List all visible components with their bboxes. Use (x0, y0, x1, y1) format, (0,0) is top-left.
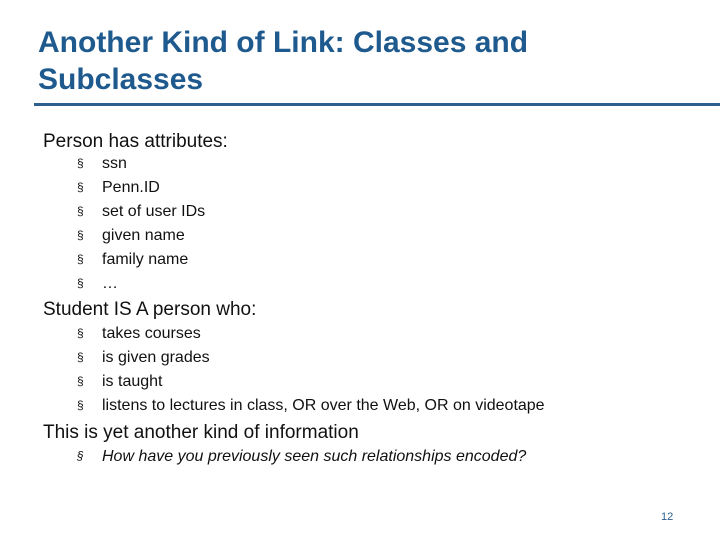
list-item-text: takes courses (102, 325, 201, 342)
list-item (77, 227, 185, 245)
list-item (77, 349, 210, 367)
bullet-icon: § (77, 180, 84, 194)
list-item-text: Penn.ID (102, 179, 160, 196)
list-item-text: given name (102, 227, 185, 244)
list-item-text: listens to lectures in class, OR over the Web, OR on videotape (102, 397, 545, 414)
list-item-text: family name (102, 251, 189, 268)
section-heading-info: This is yet another kind of information (43, 422, 359, 443)
bullet-icon: § (77, 398, 84, 412)
bullet-icon: § (77, 204, 84, 218)
bullet-icon: § (77, 276, 84, 290)
list-item (77, 448, 526, 466)
bullet-icon: § (77, 326, 84, 340)
list-item (77, 325, 201, 343)
bullet-icon: § (77, 228, 84, 242)
list-item (77, 373, 162, 391)
section-heading-student: Student IS A person who: (43, 299, 257, 320)
list-item-text: ssn (102, 155, 127, 172)
bullet-icon: § (77, 449, 84, 463)
bullet-icon: § (77, 374, 84, 388)
list-item (77, 397, 545, 415)
list-item (77, 155, 127, 173)
list-item-text: is given grades (102, 349, 210, 366)
list-item-text: set of user IDs (102, 203, 206, 220)
page-number: 12 (661, 511, 674, 523)
slide-title: Another Kind of Link: Classes and Subclasses (38, 26, 529, 96)
list-item-text: How have you previously seen such relationships encoded? (102, 448, 527, 465)
list-item (77, 203, 205, 221)
bullet-icon: § (77, 156, 84, 170)
bullet-icon: § (77, 252, 84, 266)
list-item (77, 275, 118, 293)
list-item (77, 179, 160, 197)
list-item (77, 251, 188, 269)
list-item-text: … (102, 275, 118, 292)
bullet-icon: § (77, 350, 84, 364)
title-underline (34, 103, 720, 106)
section-heading-person: Person has attributes: (43, 131, 228, 152)
list-item-text: is taught (102, 373, 163, 390)
